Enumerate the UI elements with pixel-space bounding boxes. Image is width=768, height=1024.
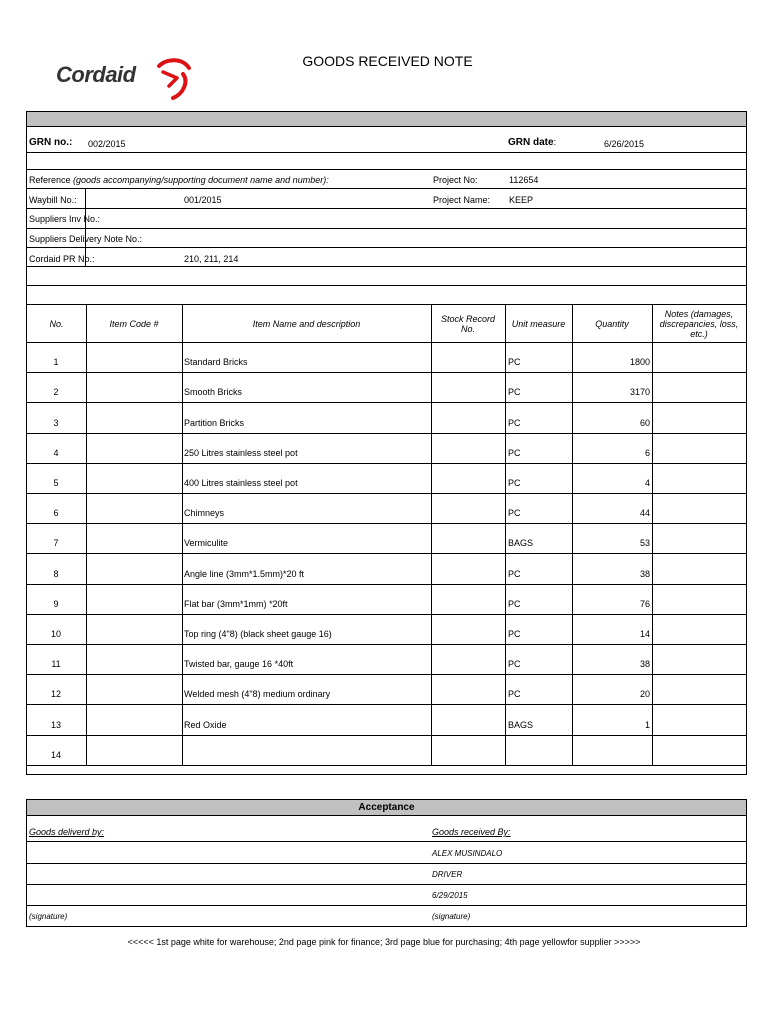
column-divider <box>431 305 432 765</box>
signature-right: (signature) <box>432 912 471 921</box>
suppliers-delivery-label: Suppliers Delivery Note No.: <box>29 234 143 244</box>
unit-measure: BAGS <box>508 719 534 730</box>
unit-measure: PC <box>508 417 521 428</box>
item-name: Red Oxide <box>184 719 227 730</box>
footer-note: <<<<< 1st page white for warehouse; 2nd page pink for finance; 3rd page blue for purchasing; 4th page yellowfor supplier >>>>> <box>127 937 641 947</box>
suppliers-inv-label: Suppliers Inv No.: <box>29 214 101 224</box>
row-number: 11 <box>51 659 61 670</box>
unit-measure: PC <box>508 689 521 700</box>
row-number: 6 <box>53 508 59 519</box>
item-name: Partition Bricks <box>184 417 245 428</box>
divider <box>27 493 746 494</box>
grn-no-value: 002/2015 <box>88 139 126 149</box>
divider <box>27 372 746 373</box>
quantity-value: 44 <box>639 508 650 519</box>
column-divider <box>182 305 183 765</box>
divider <box>27 266 746 267</box>
item-name: Twisted bar, gauge 16 *40ft <box>184 659 294 670</box>
received-date: 6/29/2015 <box>432 891 468 900</box>
unit-measure: PC <box>508 598 521 609</box>
divider <box>27 614 746 615</box>
item-name: Top ring (4"8) (black sheet gauge 16) <box>184 629 332 639</box>
unit-measure: PC <box>508 508 521 519</box>
divider <box>27 553 746 554</box>
divider <box>27 863 746 864</box>
table-header-stock-record: Stock Record No. <box>440 313 496 334</box>
divider <box>27 342 746 343</box>
quantity-value: 60 <box>639 417 650 428</box>
item-name: 400 Litres stainless steel pot <box>184 478 298 488</box>
item-name: Chimneys <box>184 508 225 519</box>
row-number: 7 <box>53 538 59 549</box>
column-divider <box>86 305 87 765</box>
row-number: 8 <box>53 568 59 579</box>
table-header-item-code: Item Code # <box>109 318 159 329</box>
quantity-value: 38 <box>639 659 650 670</box>
row-number: 2 <box>53 387 59 398</box>
unit-measure: PC <box>508 387 521 398</box>
quantity-value: 6 <box>644 447 650 458</box>
row-number: 10 <box>50 629 61 639</box>
table-header-quantity: Quantity <box>595 318 629 329</box>
divider <box>27 584 746 585</box>
unit-measure: BAGS <box>508 538 534 549</box>
row-number: 1 <box>53 357 59 368</box>
item-name: Angle line (3mm*1.5mm)*20 ft <box>184 568 305 579</box>
item-name: Flat bar (3mm*1mm) *20ft <box>184 598 288 609</box>
column-divider <box>505 305 506 765</box>
item-name: Standard Bricks <box>184 357 248 368</box>
divider <box>27 523 746 524</box>
project-name-value: KEEP <box>509 195 534 205</box>
table-header-no: No. <box>49 318 64 329</box>
table-header-unit: Unit measure <box>511 318 566 329</box>
column-divider <box>572 305 573 765</box>
column-divider <box>652 305 653 765</box>
signature-left: (signature) <box>29 912 68 921</box>
reference-label: Reference (goods accompanying/supporting document name and number): <box>29 175 329 185</box>
divider <box>27 841 746 842</box>
item-name: Welded mesh (4"8) medium ordinary <box>184 689 331 700</box>
cordaid-pr-label: Cordaid PR No.: <box>29 254 95 264</box>
quantity-value: 1 <box>644 719 650 730</box>
unit-measure: PC <box>508 447 521 458</box>
divider <box>27 884 746 885</box>
divider <box>27 188 746 189</box>
row-number: 14 <box>50 749 61 760</box>
divider <box>27 402 746 403</box>
row-number: 9 <box>53 598 59 609</box>
item-name: Smooth Bricks <box>184 387 243 398</box>
divider <box>27 644 746 645</box>
page-title: GOODS RECEIVED NOTE <box>302 53 473 69</box>
grn-date-value: 6/26/2015 <box>604 139 645 149</box>
row-number: 3 <box>53 417 59 428</box>
grn-form <box>26 111 747 775</box>
divider <box>27 674 746 675</box>
quantity-value: 14 <box>639 629 650 639</box>
received-name: ALEX MUSINDALO <box>432 849 503 858</box>
quantity-value: 4 <box>644 478 650 488</box>
quantity-value: 38 <box>639 568 650 579</box>
row-number: 5 <box>53 478 59 488</box>
project-no-label: Project No: <box>433 175 478 185</box>
received-by-label: Goods received By: <box>432 827 511 837</box>
unit-measure: PC <box>508 659 521 670</box>
divider <box>27 704 746 705</box>
unit-measure: PC <box>508 629 521 639</box>
waybill-value: 001/2015 <box>184 195 222 205</box>
quantity-value: 76 <box>639 598 650 609</box>
acceptance-title: Acceptance <box>27 800 746 816</box>
divider <box>27 433 746 434</box>
cordaid-pr-value: 210, 211, 214 <box>184 254 239 264</box>
divider <box>27 247 746 248</box>
table-header-notes: Notes (damages, discrepancies, loss, etc.) <box>659 308 739 339</box>
unit-measure: PC <box>508 357 521 368</box>
item-name: Vermiculite <box>184 538 229 549</box>
item-name: 250 Litres stainless steel pot <box>184 447 298 458</box>
quantity-value: 53 <box>639 538 650 549</box>
project-no-value: 112654 <box>509 175 539 185</box>
divider <box>27 228 746 229</box>
divider <box>27 765 746 766</box>
unit-measure: PC <box>508 568 521 579</box>
waybill-label: Waybill No.: <box>29 195 77 205</box>
unit-measure: PC <box>508 478 521 488</box>
received-role: DRIVER <box>432 870 463 879</box>
cordaid-swirl-icon <box>153 56 195 102</box>
quantity-value: 1800 <box>629 357 650 368</box>
divider <box>27 735 746 736</box>
divider <box>27 152 746 153</box>
table-header-item-name: Item Name and description <box>252 318 361 329</box>
divider <box>27 285 746 286</box>
quantity-value: 3170 <box>629 387 650 398</box>
row-number: 13 <box>50 719 61 730</box>
delivered-by-label: Goods deliverd by: <box>29 827 105 837</box>
row-number: 12 <box>50 689 61 700</box>
divider <box>27 208 746 209</box>
divider <box>27 463 746 464</box>
grn-no-label: GRN no.: <box>29 137 73 148</box>
logo-text: Cordaid <box>56 62 136 87</box>
divider <box>27 169 746 170</box>
row-number: 4 <box>53 447 59 458</box>
quantity-value: 20 <box>639 689 650 700</box>
cordaid-logo <box>56 56 206 106</box>
grn-date-label: GRN date: <box>508 137 557 148</box>
divider <box>27 905 746 906</box>
project-name-label: Project Name: <box>433 195 491 205</box>
form-header-strip <box>27 112 746 127</box>
